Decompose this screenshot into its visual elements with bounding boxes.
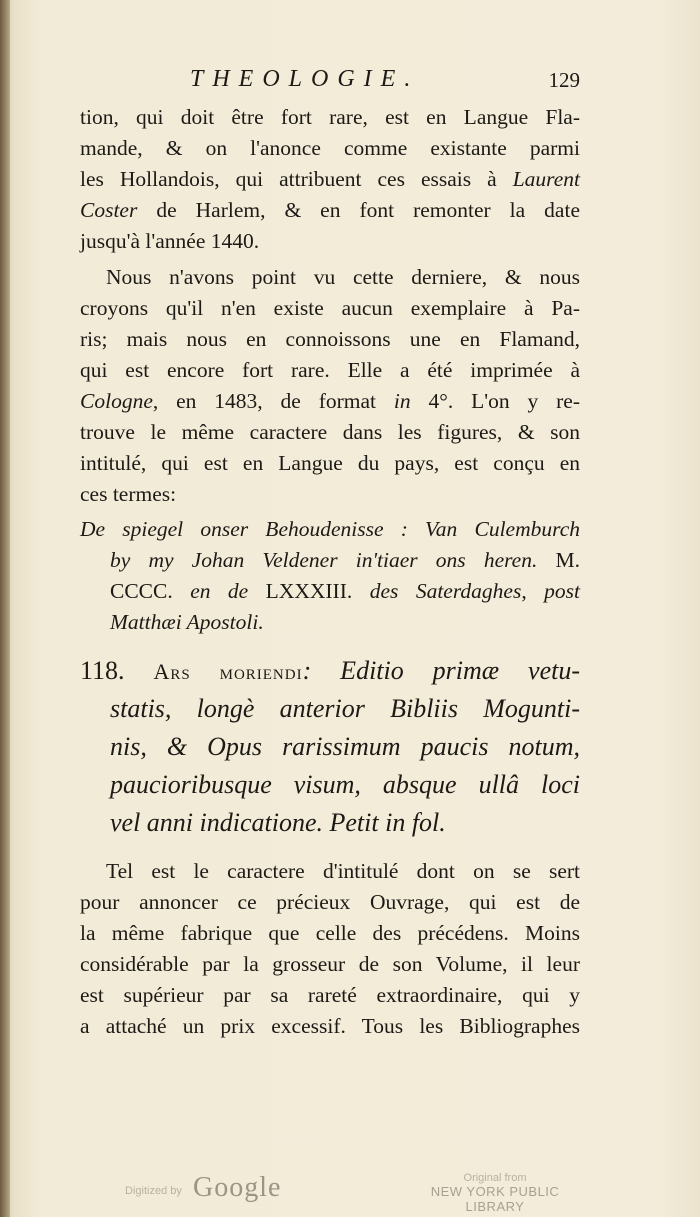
page-number: 129 [548,68,580,92]
text-line: De spiegel onser Behoudenisse : Van Culemburch [80,517,580,541]
italic-run: en de [190,579,249,603]
text-run: CCCC. [110,579,191,603]
italic-run: by my Johan Veldener in'tiaer ons heren. [110,548,538,572]
italic-run: in [393,389,411,413]
text-run: LXXXIII. [248,579,370,603]
text-run: 4°. L'on y re- [410,389,580,413]
running-title: THEOLOGIE. [190,66,420,92]
text-line [80,576,580,607]
catalogue-entry-118 [80,652,580,842]
text-line: ces termes: [80,482,177,506]
page-header [80,66,580,102]
text-line [80,195,580,226]
italic-run: Laurent [512,167,580,191]
italic-run: Cologne [80,389,153,413]
text-line [80,164,580,195]
text-run: , [521,579,545,603]
text-line: intitulé, qui est en Langue du pays, est conçu en [80,451,580,475]
entry-number: 118. [80,656,154,685]
italic-run: Coster [80,198,138,222]
italic-run: : Editio primæ vetu- [302,656,580,685]
paragraph-2 [80,262,580,510]
text-line: ris; mais nous en connoissons une en Flamand, [80,327,580,351]
text-line: a attaché un prix excessif. Tous les Bibliographes [80,1014,580,1038]
text-line: Tel est le caractere d'intitulé dont on se sert [106,859,580,883]
entry-line: statis, longè anterior Bibliis Mogunti- [110,694,580,723]
entry-line: paucioribusque visum, absque ullâ loci [110,770,580,799]
text-line: Matthæi Apostoli. [110,610,264,634]
quoted-title [80,514,580,638]
text-run: , en 1483, de format [152,389,394,413]
text-line [80,386,580,417]
entry-line: nis, & Opus rarissimum paucis notum, [110,732,580,761]
text-line: tion, qui doit être fort rare, est en Langue Fla- [80,105,580,129]
text-line: pour annoncer ce précieux Ouvrage, qui est de [80,890,580,914]
text-line: mande, & on l'anonce comme existante parmi [80,136,580,160]
paragraph-4 [80,856,580,1042]
text-line [80,545,580,576]
paragraph-1 [80,102,580,257]
text-run: de Harlem, & en font remonter la date [137,198,580,222]
italic-run: post [544,579,580,603]
digitized-by-label: Digitized by [125,1185,182,1197]
text-line: qui est encore fort rare. Elle a été imprimée à [80,358,580,382]
text-run: M. [537,548,581,572]
entry-heading-line [80,652,580,690]
google-logo: Google [193,1172,282,1203]
text-line: croyons qu'il n'en existe aucun exemplaire à Pa- [80,296,580,320]
book-spine-edge [0,0,10,1217]
original-from-label: Original from [463,1172,527,1184]
text-line: trouve le même caractere dans les figures, & son [80,420,580,444]
text-line: jusqu'à l'année 1440. [80,229,260,253]
source-watermark [400,1172,590,1214]
text-line: est supérieur par sa rareté extraordinaire, qui y [80,983,580,1007]
text-line: Nous n'avons point vu cette derniere, & nous [106,265,580,289]
entry-line: vel anni indicatione. Petit in fol. [110,808,446,837]
entry-heading: Ars moriendi [153,659,303,684]
text-line: considérable par la grosseur de son Volume, il leur [80,952,580,976]
library-name: NEW YORK PUBLIC LIBRARY [430,1184,560,1214]
text-line: la même fabrique que celle des précédens. Moins [80,921,580,945]
italic-run: des Saterdaghes [369,579,522,603]
text-run: les Hollandois, qui attribuent ces essais à [80,167,513,191]
